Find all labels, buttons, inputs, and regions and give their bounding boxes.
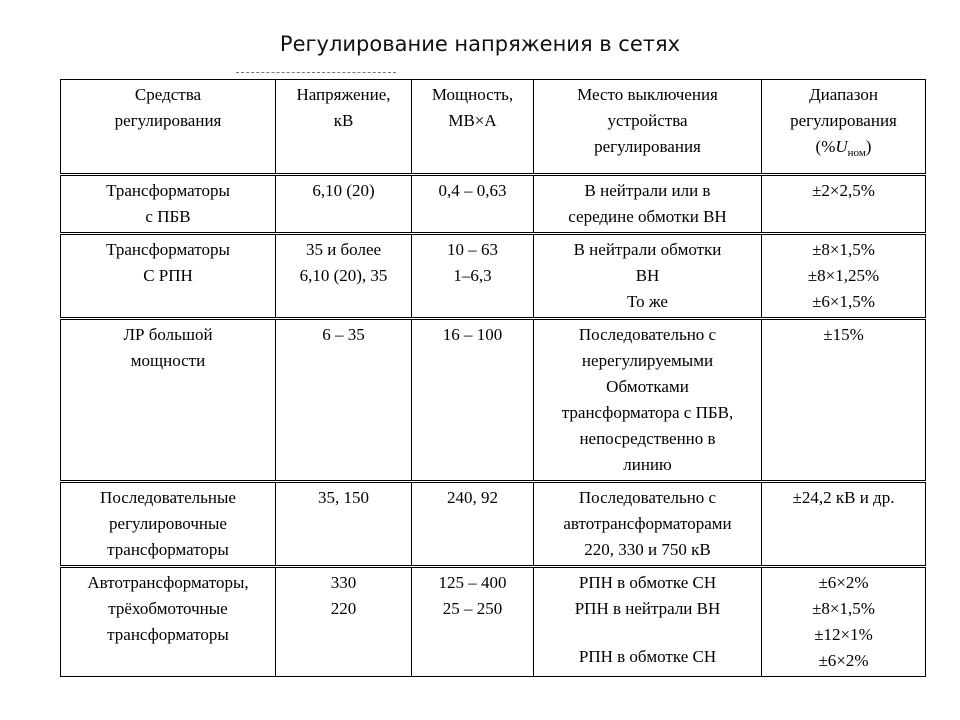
cell-line: ±6×2% <box>818 573 869 592</box>
cell-range <box>762 567 926 677</box>
cell-line: регулировочные <box>109 514 227 533</box>
cell-line: трёхобмоточные <box>108 599 228 618</box>
cell-line: ±15% <box>823 325 864 344</box>
cell-line: 6,10 (20) <box>312 181 375 200</box>
cell-line: трансформатора с ПБВ, <box>561 403 734 422</box>
header-voltage-line-2: кВ <box>333 111 354 130</box>
cell-range <box>762 319 926 482</box>
regulation-table <box>60 79 926 677</box>
cell-power <box>412 175 534 234</box>
cell-line: линию <box>623 455 672 474</box>
cell-line: автотрансформаторами <box>563 514 732 533</box>
header-range-line-2: регулирования <box>790 111 897 130</box>
cell-line: В нейтрали или в <box>584 181 711 200</box>
cell-line: непосредственно в <box>579 429 716 448</box>
cell-line: То же <box>627 292 668 311</box>
cell-line: ±8×1,25% <box>807 266 880 285</box>
cell-location <box>534 234 762 319</box>
cell-location <box>534 319 762 482</box>
cell-line: 6 – 35 <box>322 325 365 344</box>
cell-line: ±8×1,5% <box>812 599 875 618</box>
cell-line: В нейтрали обмотки <box>573 240 722 259</box>
cell-line: Последовательные <box>100 488 236 507</box>
cell-power <box>412 482 534 567</box>
cell-line: Обмотками <box>606 377 689 396</box>
cell-line: нерегулируемыми <box>581 351 714 370</box>
cell-line: ±24,2 кВ и др. <box>792 488 895 507</box>
cell-line: 25 – 250 <box>442 599 503 618</box>
cell-line: трансформаторы <box>107 625 229 644</box>
cell-line: ±8×1,5% <box>812 240 875 259</box>
cell-line-empty <box>539 622 756 644</box>
cell-line: РПН в обмотке СН <box>578 647 717 666</box>
cell-range <box>762 482 926 567</box>
cell-location <box>534 567 762 677</box>
cell-line: мощности <box>130 351 206 370</box>
cell-line: Трансформаторы <box>106 181 230 200</box>
cell-line: 35, 150 <box>318 488 369 507</box>
header-power-line-1: Мощность, <box>431 85 514 104</box>
cell-power <box>412 234 534 319</box>
cell-line: 35 и более <box>305 240 382 259</box>
header-location <box>534 80 762 175</box>
cell-voltage <box>276 319 412 482</box>
header-power <box>412 80 534 175</box>
cell-power <box>412 319 534 482</box>
cell-line: 220, 330 и 750 кВ <box>584 540 711 559</box>
header-location-line-1: Место выключения <box>577 85 718 104</box>
header-power-line-2: МВ×А <box>448 111 497 130</box>
cell-means <box>61 234 276 319</box>
cell-voltage <box>276 482 412 567</box>
table-row <box>61 319 926 482</box>
table-row <box>61 234 926 319</box>
header-range-subscript: ном <box>847 147 866 159</box>
cell-line: 6,10 (20), 35 <box>299 266 388 285</box>
header-voltage-line-1: Напряжение, <box>296 85 391 104</box>
cell-means <box>61 567 276 677</box>
cell-means <box>61 319 276 482</box>
cell-line: Последовательно с <box>578 325 717 344</box>
header-row <box>61 80 926 175</box>
cell-line: ±2×2,5% <box>812 181 875 200</box>
header-range-paren-open: (% <box>815 137 836 156</box>
header-range-line-3 <box>767 134 920 166</box>
header-means-line-1: Средства <box>134 85 202 104</box>
cell-line: 220 <box>330 599 357 618</box>
header-range <box>762 80 926 175</box>
table-row <box>61 175 926 234</box>
cell-line: ВН <box>635 266 660 285</box>
cell-line: ЛР большой <box>123 325 213 344</box>
cell-line: 125 – 400 <box>438 573 507 592</box>
cell-line: Автотрансформаторы, <box>87 573 249 592</box>
cell-range <box>762 234 926 319</box>
cell-line: ±6×1,5% <box>812 292 875 311</box>
header-range-paren-close: ) <box>865 137 872 156</box>
cell-line: 1–6,3 <box>453 266 492 285</box>
cell-means <box>61 482 276 567</box>
cell-line: ±12×1% <box>814 625 873 644</box>
cell-line: с ПБВ <box>145 207 191 226</box>
cell-line: 330 <box>330 573 357 592</box>
cell-line: 0,4 – 0,63 <box>438 181 507 200</box>
cell-location <box>534 482 762 567</box>
table-row <box>61 482 926 567</box>
cell-voltage <box>276 175 412 234</box>
cell-line: С РПН <box>143 266 193 285</box>
cell-voltage <box>276 567 412 677</box>
header-means-line-2: регулирования <box>114 111 222 130</box>
table-row <box>61 567 926 677</box>
cell-line: середине обмотки ВН <box>568 207 727 226</box>
cell-line: 10 – 63 <box>447 240 498 259</box>
cell-line: 240, 92 <box>447 488 498 507</box>
cell-line: РПН в нейтрали ВН <box>574 599 721 618</box>
cell-line: Трансформаторы <box>106 240 230 259</box>
header-range-u-symbol: U <box>835 137 848 156</box>
cell-line: 16 – 100 <box>442 325 503 344</box>
header-voltage <box>276 80 412 175</box>
cell-power <box>412 567 534 677</box>
cell-line: Последовательно с <box>578 488 717 507</box>
header-range-line-1: Диапазон <box>809 85 878 104</box>
header-location-line-2: устройства <box>607 111 688 130</box>
cell-location <box>534 175 762 234</box>
header-means <box>61 80 276 175</box>
cell-means <box>61 175 276 234</box>
header-location-line-3: регулирования <box>594 137 701 156</box>
scan-artifact-marks <box>236 72 396 77</box>
slide-title: Регулирование напряжения в сетях <box>279 32 681 56</box>
cell-line: ±6×2% <box>818 651 869 670</box>
cell-line: трансформаторы <box>107 540 229 559</box>
cell-range <box>762 175 926 234</box>
cell-line: РПН в обмотке СН <box>578 573 717 592</box>
cell-voltage <box>276 234 412 319</box>
